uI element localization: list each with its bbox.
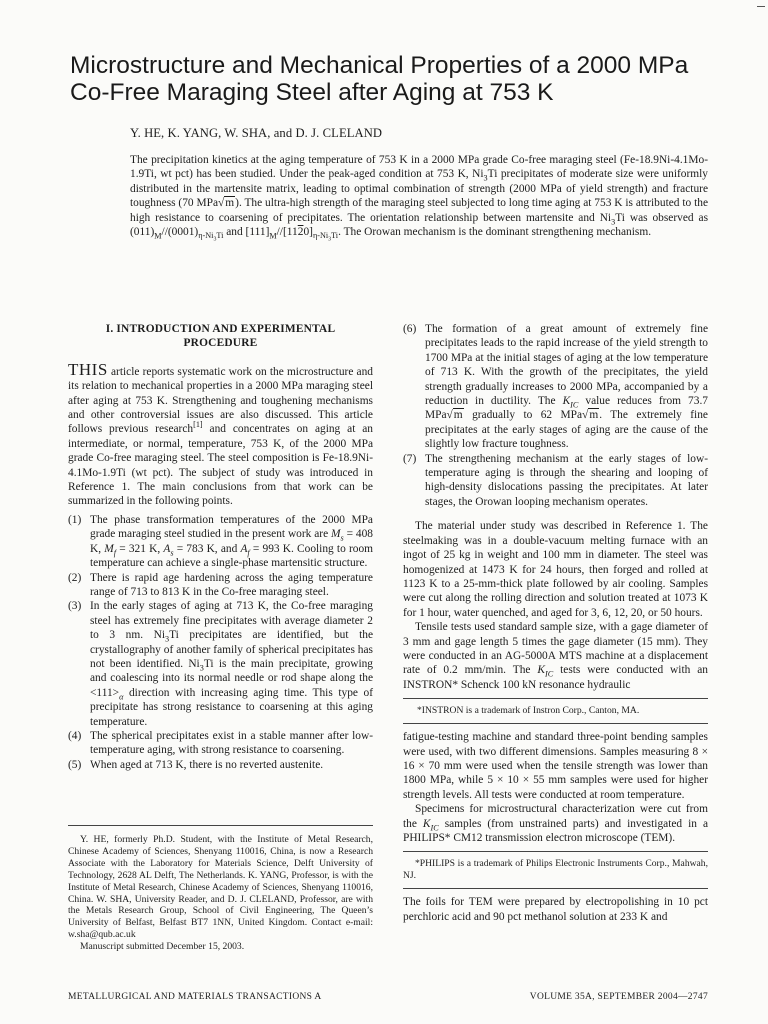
divider xyxy=(68,825,373,826)
left-column xyxy=(68,322,373,772)
corner-mark xyxy=(757,6,765,7)
author-list: Y. HE, K. YANG, W. SHA, and D. J. CLELAND xyxy=(130,126,383,140)
conclusion-list xyxy=(68,513,373,772)
section-heading: I. INTRODUCTION AND EXPERIMENTAL PROCEDURE xyxy=(105,323,336,350)
affiliation-text: Y. HE, formerly Ph.D. Student, with the Institute of Metal Research, Chinese Academy of Sciences, Shenyang 110016, China, is now a Research Associate with the Laboratory for Materials Science, Delft University of Technology, 2628 AL Delft, The Netherlands. K. YANG, Professor, is with the Institute of Metal Research, Chinese Academy of Sciences, Shenyang 110016, China. W. SHA, University Reader, and D. J. CLELAND, Professor, are with the Metals Research Group, School of Civil Engineering, The Queen’s University of Belfast, Belfast BT7 1NN, United Kingdom. Contact e-mail: w.sha@qub.ac.uk xyxy=(68,834,373,941)
divider xyxy=(403,851,708,852)
page-title: Microstructure and Mechanical Properties of a 2000 MPa Co-Free Maraging Steel after Aging at 753 K xyxy=(70,52,689,106)
fatigue-paragraph: fatigue-testing machine and standard three-point bending samples were used, with two different dimensions. Samples measuring 8 × 16 × 70 mm were used when the tensile strength was lower than 1800 MPa, while 5 × 10 × 55 mm samples were used for higher strength levels. All tests were conducted at room temperature. xyxy=(403,731,708,801)
divider xyxy=(403,723,708,724)
footnote-philips: *PHILIPS is a trademark of Philips Electronic Instruments Corp., Mahwah, NJ. xyxy=(403,858,708,882)
list-item: (2) There is rapid age hardening across the aging temperature range of 713 to 813 K in the Co-free maraging steel. xyxy=(68,571,373,598)
divider xyxy=(403,698,708,699)
intro-paragraph: THIS article reports systematic work on the microstructure and its relation to mechanical properties in a 2000 MPa maraging steel after aging at 753 K. Strengthening and toughening mechanisms and other controversial issues are also discussed. This article follows previous research[1] and concentrates on aging at an intermediate, or normal, temperature, 753 K, of the 2000 MPa grade Co-free maraging steel. The steel composition is Fe-18.9Ni-4.1Mo-1.9Ti (wt pct). The subject of study was introduced in Reference 1. The main conclusions from that work can be summarized in the following points. xyxy=(68,359,373,508)
list-item: (4) The spherical precipitates exist in a stable manner after low-temperature aging, with strong resistance to coarsening. xyxy=(68,729,373,757)
tensile-paragraph: Tensile tests used standard sample size, with a gage diameter of 3 mm and gage length 5 times the gage diameter (15 mm). They were conducted in an AG-5000A MTS machine at a displacement rate of 0.2 mm/min. The $K_{IC}$ tests were conducted with an INSTRON* Schenck 100 kN resonance hydraulic xyxy=(403,621,708,691)
drop-cap: THIS xyxy=(68,359,108,379)
list-item: (3) In the early stages of aging at 713 K, the Co-free maraging steel has extremely fine precipitates with average diameter 2 to 3 nm. $Ni_3Ti$ precipitates are identified, but the crystallography of another family of spherical precipitates has not been identified. $Ni_3Ti$ is the main precipitate, growing and coalescing into its normal needle or rod shape along the $<111>_\alpha$ direction with increasing aging time. This type of precipitate has strong resistance to coarsening at this aging temperature. xyxy=(68,600,373,728)
footnote-instron: *INSTRON is a trademark of Instron Corp., Canton, MA. xyxy=(417,705,640,717)
affiliation-footnote xyxy=(68,825,373,953)
citation[interactable]: [1] xyxy=(193,420,203,430)
conclusion-list-continued xyxy=(403,322,708,509)
volume-page: VOLUME 35A, SEPTEMBER 2004—2747 xyxy=(529,992,708,1002)
list-item: (7) The strengthening mechanism at the early stages of low-temperature aging is through the shearing and looping of high-density dislocations passing the precipitates. At later stages, the Orowan looping mechanism operates. xyxy=(403,452,708,508)
divider xyxy=(403,888,708,889)
submission-note: Manuscript submitted December 15, 2003. xyxy=(80,941,245,953)
list-item: (1) The phase transformation temperatures of the 2000 MPa grade maraging steel studied in the present work are $M_s = 408$ K, $M_f = 321$ K, $A_s = 783$ K, and $A_f = 993$ K. Cooling to room temperature can achieve a single-phase martensitic structure. xyxy=(68,513,374,570)
right-column xyxy=(403,322,708,924)
list-item: (5) When aged at 713 K, there is no reverted austenite. xyxy=(68,758,324,771)
specimens-paragraph: Specimens for microstructural characterization were cut from the $K_{IC}$ samples (from unstrained parts) and investigated in a PHILIPS* CM12 transmission electron microscope (TEM). xyxy=(403,803,708,844)
list-item: (6) The formation of a great amount of extremely fine precipitates leads to the rapid increase of the yield strength to 1700 MPa at the initial stages of aging at the low temperature of 713 K. With the growth of the precipitates, the yield strength gradually increases to 2000 MPa, accompanied by a reduction in ductility. The $K_{IC}$ value reduces from 73.7 MPa√m gradually to 62 MPa√m. The extremely fine precipitates at the early stages of aging are the cause of the slightly low fracture toughness. xyxy=(403,323,708,451)
foils-paragraph: The foils for TEM were prepared by electropolishing in 10 pct perchloric acid and 90 pct methanol solution at 233 K and xyxy=(403,896,708,923)
material-paragraph: The material under study was described in Reference 1. The steelmaking was in a double-vacuum melting furnace with an ingot of 25 kg in weight and 100 mm in diameter. The steel was homogenized at 1473 K for 24 hours, then forged and rolled at 1123 K to a 25-mm-thick plate followed by air cooling. Samples were cut along the rolling direction and solution treated at 1073 K for 1 hour, water quenched, and aged for 3, 6, 12, 20, or 50 hours. xyxy=(403,520,708,619)
abstract: The precipitation kinetics at the aging temperature of 753 K in a 2000 MPa grade Co-free maraging steel (Fe-18.9Ni-4.1Mo-1.9Ti, wt pct) has been studied. Under the peak-aged condition at 753 K, $Ni_3Ti$ precipitates of moderate size were uniformly distributed in the martensite matrix, leading to optimal combination of strength (2000 MPa of yield strength) and fracture toughness (70 MPa√m). The ultra-high strength of the maraging steel subjected to long time aging at 753 K is attributed to the high resistance to coarsening of precipitates. The orientation relationship between martensite and $Ni_3Ti$ was observed as $(011)_M//(0001)_{\eta-Ni_3Ti}$ and $[111]_M//[1120]_{\eta-Ni_3Ti}$. The Orowan mechanism is the dominant strengthening mechanism. xyxy=(130,154,708,243)
journal-name: METALLURGICAL AND MATERIALS TRANSACTIONS A xyxy=(68,992,322,1002)
